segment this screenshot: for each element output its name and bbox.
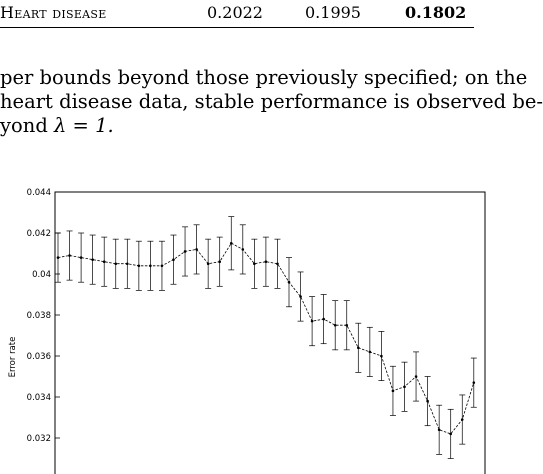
error-bars xyxy=(55,217,477,459)
y-tick-label: 0.036 xyxy=(26,352,51,362)
row-label: Heart disease xyxy=(0,3,107,22)
data-point xyxy=(114,262,117,265)
math-expression: λ = 1. xyxy=(54,114,114,137)
data-point xyxy=(138,265,141,268)
cell-value: 0.1995 xyxy=(305,3,361,22)
data-point xyxy=(242,248,245,251)
data-point xyxy=(68,254,71,257)
data-point xyxy=(80,256,83,259)
y-tick-label: 0.032 xyxy=(26,434,51,444)
paragraph-line: per bounds beyond those previously specified; on the xyxy=(0,66,528,89)
data-point xyxy=(195,248,198,251)
data-point xyxy=(461,418,464,421)
data-point xyxy=(91,258,94,261)
data-point xyxy=(207,262,210,265)
paragraph-line: heart disease data, stable performance is observed be- xyxy=(0,90,543,113)
data-point xyxy=(299,295,302,298)
data-point xyxy=(126,262,129,265)
cell-value-best: 0.1802 xyxy=(405,3,467,22)
data-point xyxy=(473,381,476,384)
data-point xyxy=(438,429,441,432)
data-point xyxy=(426,400,429,403)
data-point xyxy=(415,375,418,378)
data-point xyxy=(357,347,360,350)
data-point xyxy=(311,320,314,323)
data-point xyxy=(253,262,256,265)
paragraph-text: yond xyxy=(0,114,54,137)
data-point xyxy=(369,351,372,354)
y-tick-label: 0.034 xyxy=(26,393,51,403)
body-paragraph xyxy=(0,66,543,138)
data-point xyxy=(392,390,395,393)
data-point xyxy=(172,258,175,261)
data-point xyxy=(345,324,348,327)
data-point xyxy=(149,265,152,268)
data-point xyxy=(380,355,383,358)
cell-value: 0.2022 xyxy=(207,3,263,22)
plot-frame xyxy=(55,192,485,474)
data-point xyxy=(57,256,60,259)
data-point xyxy=(161,265,164,268)
data-point xyxy=(403,385,406,388)
y-tick-label: 0.038 xyxy=(26,311,51,321)
data-point xyxy=(265,260,268,263)
table-rule xyxy=(0,27,474,28)
data-point xyxy=(288,281,291,284)
y-tick-label: 0.044 xyxy=(26,188,51,198)
data-point xyxy=(230,242,233,245)
data-point xyxy=(276,262,279,265)
y-axis-label: Error rate xyxy=(8,336,18,378)
data-point xyxy=(103,260,106,263)
paragraph-line xyxy=(0,114,480,138)
data-point xyxy=(218,260,221,263)
table-row xyxy=(0,0,474,28)
y-tick-label: 0.042 xyxy=(26,229,51,239)
data-point xyxy=(184,250,187,253)
y-tick-label: 0.04 xyxy=(32,270,51,280)
data-point xyxy=(334,324,337,327)
data-point xyxy=(449,433,452,436)
error-rate-chart xyxy=(0,182,474,474)
data-point xyxy=(322,318,325,321)
